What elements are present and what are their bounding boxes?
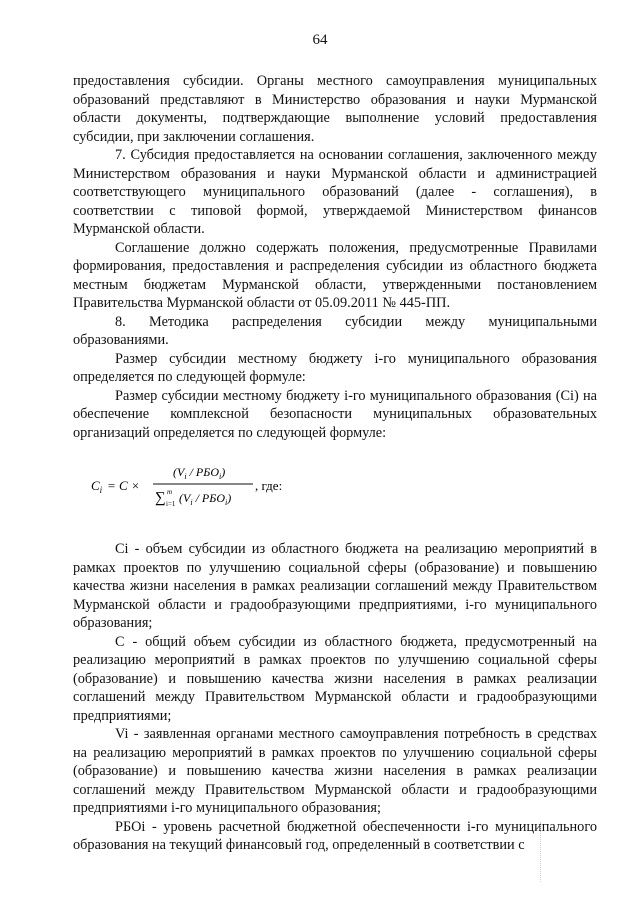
definition-vi: Vi - заявленная органами местного самоуправления потребность в средствах на реализацию мероприятий в рамках проектов по улучшению социальной сферы (образование) и повышению качества жизни населения в рамках реализации соглашений между Правительством Мурманской области и градообразующими предприятиями i-го муниципального образования;: [73, 726, 597, 816]
definition-ci: Ci - объем субсидии из областного бюджета на реализацию мероприятий в рамках проектов по улучшению социальной сферы (образование) и повышению качества жизни населения в рамках реализации соглашений между Правительством Мурманской области и градообразующими предприятиями, i-го муниципального образования;: [73, 541, 597, 631]
formula-num-r-sub: i: [219, 472, 222, 481]
formula-num-slash: / РБО: [186, 465, 219, 479]
paragraph-subsidy-size-security: Размер субсидии местному бюджету i-го муниципального образования (Ci) на обеспечение комплексной безопасности муниципальных образовательных организаций определяется по следующей формуле:: [73, 387, 597, 441]
paragraph-subsidy-documents: предоставления субсидии. Органы местного самоуправления муниципальных образований представляют в Министерство образования и науки Мурманской области документы, подтверждающие выполнение условий предоставления субсидии, при заключении соглашения.: [73, 73, 597, 145]
svg-text:(Vi / РБОi): [173, 465, 225, 481]
paragraph-item-8: 8. Методика распределения субсидии между муниципальными образованиями.: [73, 313, 597, 348]
svg-text:(Vi / РБОi): [179, 491, 231, 507]
scan-artifact-line: [540, 822, 542, 882]
formula-sum-bottom: i=1: [166, 500, 176, 508]
svg-text:Ci: [91, 478, 103, 495]
paragraph-agreement-provisions: Соглашение должно содержать положения, предусмотренные Правилами формирования, предоставления и распределения субсидии из областного бюджета местным бюджетам Мурманской области, утвержденными постановлением Правительства Мурманской области от 05.09.2011 № 445-ПП.: [73, 239, 597, 311]
definition-rboi: РБОi - уровень расчетной бюджетной обеспеченности i-го муниципального образования на текущий финансовый год, определенный в соответствии с: [73, 818, 597, 853]
formula-sum-top: m: [167, 488, 173, 496]
formula-suffix: , где:: [255, 478, 283, 493]
page-number: 64: [312, 32, 328, 48]
distribution-formula: [87, 460, 597, 512]
formula-den-r-sub: i: [225, 498, 228, 507]
formula-num-close: ): [221, 465, 226, 479]
formula-lhs: C: [91, 478, 100, 493]
formula-equals: = C ×: [107, 478, 140, 493]
formula-lhs-sub: i: [99, 485, 103, 495]
formula-den-open: (: [179, 491, 183, 505]
formula-den-v: V: [183, 491, 191, 505]
definition-c: С - общий объем субсидии из областного бюджета, предусмотренный на реализацию мероприятий в рамках проектов по улучшению социальной сферы (образование) и повышению качества жизни населения в рамках реализации соглашений между Правительством Мурманской области и градообразующими предприятиями;: [73, 633, 597, 724]
formula-den-slash: / РБО: [192, 491, 225, 505]
paragraph-subsidy-size: Размер субсидии местному бюджету i-го муниципального образования определяется по следующей формуле:: [73, 350, 597, 385]
formula-den-close: ): [227, 491, 232, 505]
formula-num-v-sub: i: [184, 472, 187, 481]
formula-num-v: V: [177, 465, 185, 479]
paragraph-item-7: 7. Субсидия предоставляется на основании соглашения, заключенного между Министерством образования и науки Мурманской области и администрацией соответствующего муниципального образований (далее - соглашения), в соответствии с типовой формой, утверждаемой Министерством финансов Мурманской области.: [73, 147, 597, 237]
formula-sum-sign: ∑: [155, 490, 166, 506]
page-body: [73, 72, 597, 855]
formula-num-open: (: [173, 465, 177, 479]
formula-den-v-sub: i: [190, 498, 193, 507]
